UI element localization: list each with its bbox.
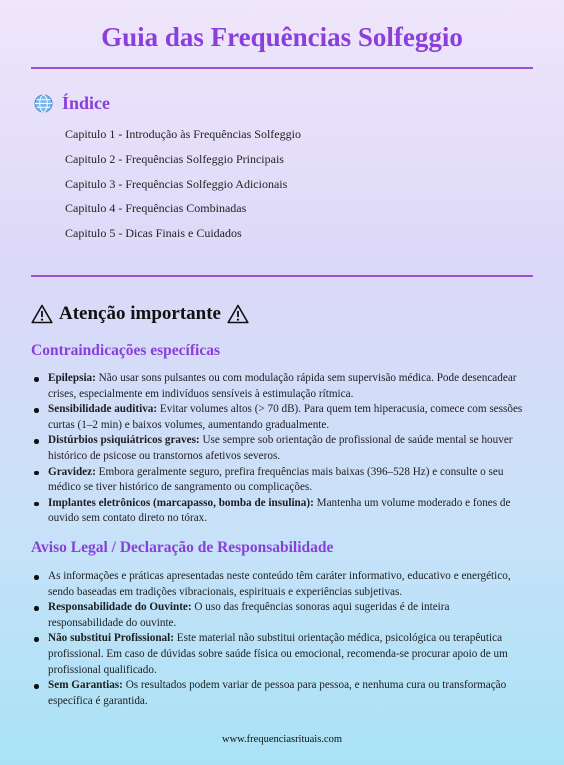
list-item (31, 569, 527, 600)
item-text: O uso das frequências sonoras aqui sugeridas é de inteira responsabilidade do ouvinte. (48, 601, 450, 629)
toc-item: Capitulo 3 - Frequências Solfeggio Adicionais (65, 176, 288, 191)
legal-list (31, 569, 527, 709)
item-text: Use sempre sob orientação de profissional de saúde mental se houver histórico de psicose ou transtornos afetivos severos. (48, 434, 513, 462)
warning-icon (227, 304, 249, 324)
divider (31, 275, 533, 277)
contraindications-list (31, 371, 527, 527)
contraindications-heading: Contraindicações específicas (31, 342, 220, 359)
item-text: As informações e práticas apresentadas neste conteúdo têm caráter informativo, educativo e energético, sendo baseadas em tradições vibracionais, espirituais e experiências subjetivas. (48, 570, 511, 598)
item-text: Mantenha um volume moderado e fones de ouvido sem contato direto no tórax. (48, 496, 511, 525)
toc-item: Capitulo 2 - Frequências Solfeggio Principais (65, 151, 284, 166)
legal-heading: Aviso Legal / Declaração de Responsabilidade (31, 539, 334, 556)
index-heading (34, 93, 110, 114)
toc-item: Capitulo 1 - Introdução às Frequências Solfeggio (65, 127, 301, 141)
list-item (31, 465, 527, 496)
attention-title: Atenção importante (59, 303, 221, 324)
footer-url[interactable]: www.frequenciasrituais.com (221, 734, 343, 745)
list-item (31, 631, 527, 678)
item-term: Implantes eletrônicos (marcapasso, bomba de insulina): (48, 496, 314, 509)
item-text: Os resultados podem variar de pessoa para pessoa, e nenhuma cura ou transformação específica é garantida. (48, 679, 507, 707)
list-item (31, 496, 527, 527)
item-term: Epilepsia: (48, 372, 96, 384)
toc-item: Capitulo 5 - Dicas Finais e Cuidados (65, 226, 242, 241)
index-title: Índice (62, 93, 111, 113)
item-text: Não usar sons pulsantes ou com modulação rápida sem supervisão médica. Pode desencadear crises, especialmente em indivíduos sensíveis à estimulação rítmica. (48, 372, 517, 400)
globe-icon (34, 94, 53, 113)
page-title: Guia das Frequências Solfeggio (101, 22, 463, 52)
divider (31, 67, 533, 69)
list-item (31, 678, 527, 709)
item-term: Distúrbios psiquiátricos graves: (48, 434, 200, 447)
list-item (31, 433, 527, 464)
table-of-contents (65, 126, 301, 250)
item-term: Sem Garantias: (48, 679, 123, 692)
warning-icon (31, 304, 53, 324)
attention-heading (31, 303, 249, 325)
item-text: Evitar volumes altos (> 70 dB). Para quem tem hiperacusia, comece com sessões curtas (1–2 min) e baixos volumes, aumentando gradualmente. (48, 403, 523, 431)
item-term: Não substitui Profissional: (48, 632, 174, 645)
item-text: Embora geralmente seguro, prefira frequências mais baixas (396–528 Hz) e consulte o seu médico se tiver histórico de sangramento ou complicações. (48, 465, 504, 494)
list-item (31, 402, 527, 433)
item-term: Sensibilidade auditiva: (48, 403, 158, 416)
toc-item: Capitulo 4 - Frequências Combinadas (65, 201, 247, 216)
list-item (31, 600, 527, 631)
item-term: Gravidez: (48, 465, 96, 478)
item-text: Este material não substitui orientação médica, psicológica ou terapêutica profissional. Em caso de dúvidas sobre saúde física ou emocional, recomenda-se procurar apoio de um profissional qualificado. (48, 632, 508, 676)
item-term: Responsabilidade do Ouvinte: (48, 601, 192, 614)
list-item (31, 371, 527, 402)
